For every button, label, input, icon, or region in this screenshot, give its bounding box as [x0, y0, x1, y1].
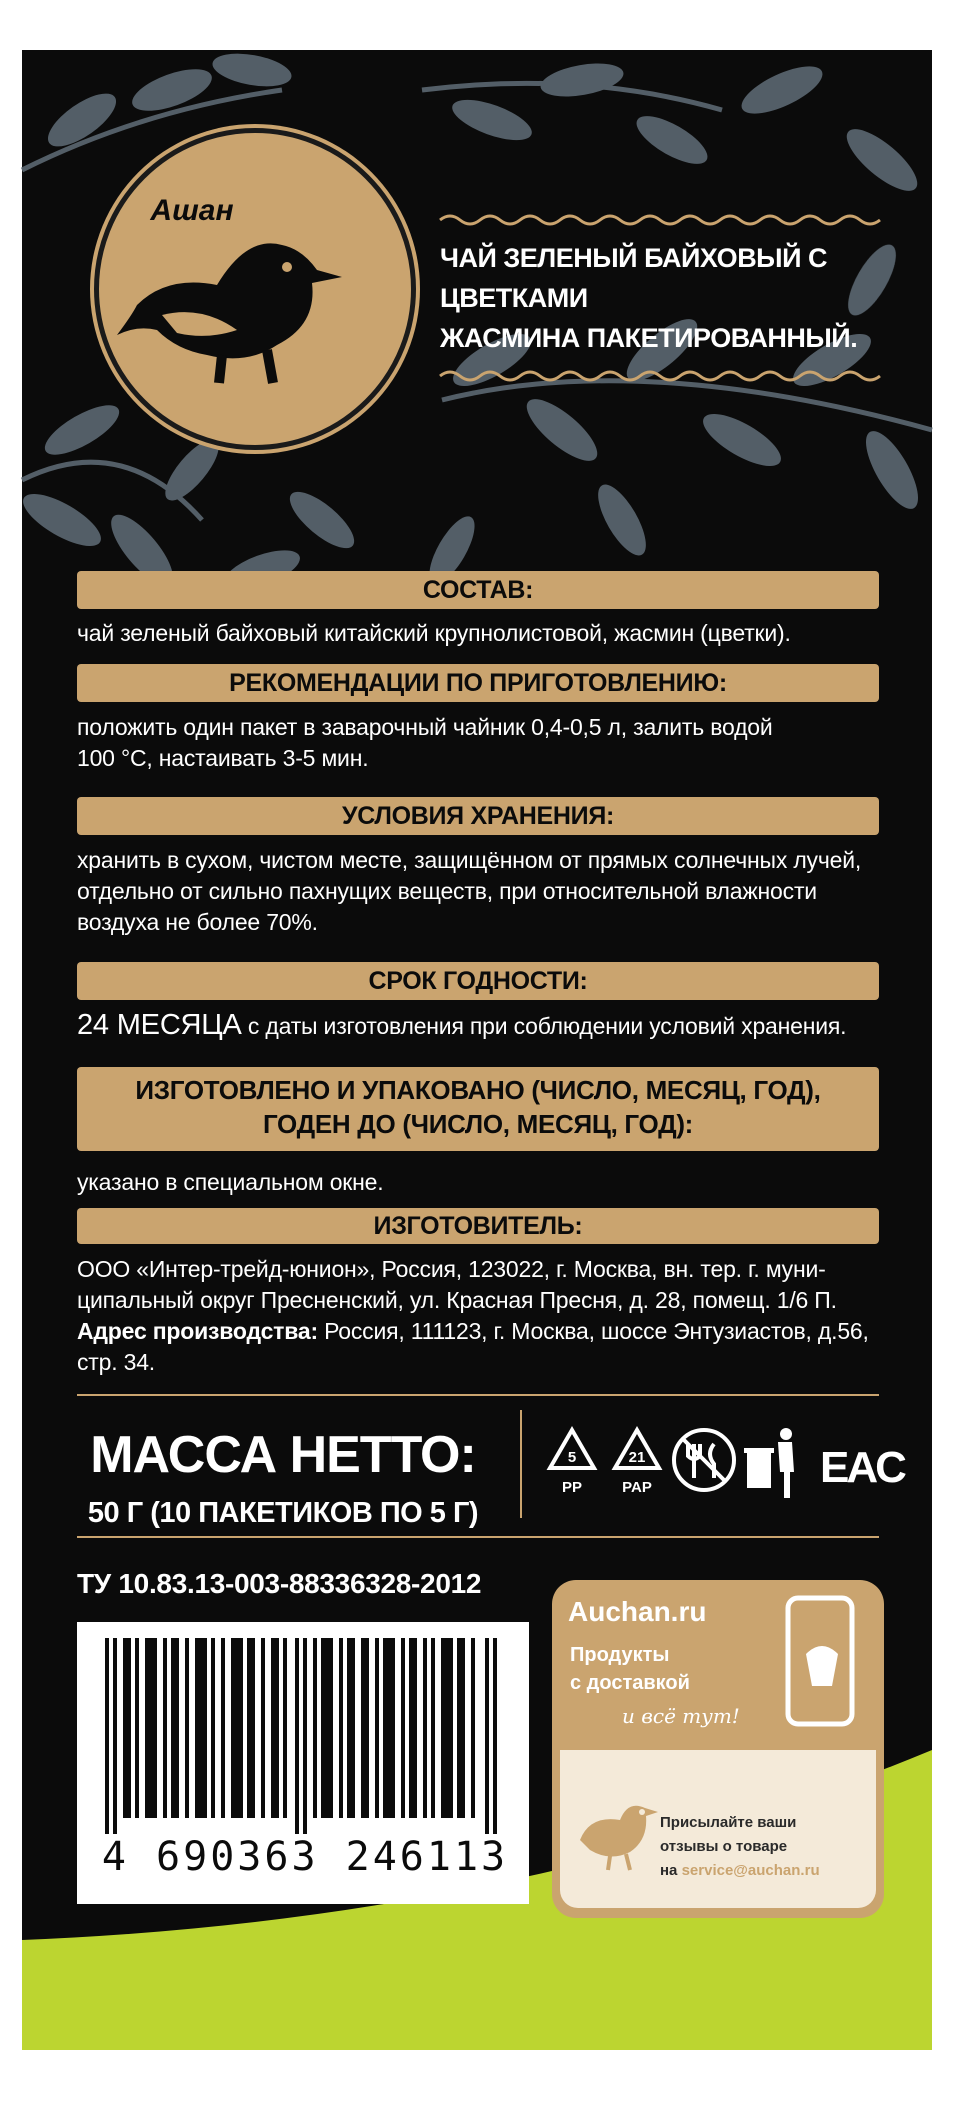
- storage-line: отдельно от сильно пахнущих веществ, при относительной влажности: [77, 878, 817, 904]
- eac-mark: EAC: [820, 1443, 904, 1492]
- dates-heading-line2: ГОДЕН ДО (ЧИСЛО, МЕСЯЦ, ГОД):: [262, 1109, 694, 1139]
- net-mass-value: 50 Г (10 ПАКЕТИКОВ ПО 5 Г): [87, 1497, 479, 1529]
- vertical-separator: [520, 1410, 522, 1518]
- manufacturer-line: ципальный округ Пресненский, ул. Красная Пресня, д. 28, помещ. 1/6 П.: [77, 1287, 837, 1313]
- shelf-life-note: с даты изготовления при соблюдении условий хранения.: [247, 1013, 847, 1039]
- product-title: [440, 238, 910, 358]
- promo-line2: с доставкой: [570, 1672, 690, 1694]
- feedback-line1: Присылайте ваши: [660, 1814, 797, 1831]
- divider-bottom: [77, 1536, 879, 1538]
- promo-site[interactable]: Auchan.ru: [568, 1596, 707, 1627]
- divider-top: [77, 1394, 879, 1396]
- preparation-line: 100 °С, настаивать 3-5 мин.: [77, 745, 369, 771]
- product-title-line1: ЧАЙ ЗЕЛЕНЫЙ БАЙХОВЫЙ С ЦВЕТКАМИ: [440, 243, 828, 313]
- wave-divider-bottom: [440, 368, 880, 384]
- product-title-line2: ЖАСМИНА ПАКЕТИРОВАННЫЙ.: [440, 323, 858, 353]
- packaging-symbols: [542, 1420, 904, 1510]
- storage-line: воздуха не более 70%.: [77, 909, 318, 935]
- promo-top: [552, 1580, 884, 1748]
- dates-text: указано в специальном окне.: [77, 1169, 384, 1195]
- feedback-email[interactable]: service@auchan.ru: [681, 1862, 820, 1879]
- manufacturer-heading: ИЗГОТОВИТЕЛЬ:: [77, 1208, 879, 1244]
- dates-heading: [77, 1067, 879, 1151]
- auchan-promo-card: [552, 1580, 884, 1918]
- barcode: [77, 1622, 529, 1904]
- feedback-panel: [560, 1750, 876, 1908]
- recycle-pap-label: PAP: [622, 1479, 652, 1496]
- food-safe-icon: [674, 1430, 734, 1490]
- feedback-line2: отзывы о товаре: [660, 1838, 788, 1855]
- wave-divider-top: [440, 212, 880, 228]
- logo-text: Ашан: [150, 194, 234, 227]
- dispose-bin-icon: [744, 1428, 794, 1498]
- storage-line: хранить в сухом, чистом месте, защищённом от прямых солнечных лучей,: [77, 847, 862, 873]
- preparation-line: положить один пакет в заварочный чайник 0,4-0,5 л, залить водой: [77, 714, 773, 740]
- preparation-heading: РЕКОМЕНДАЦИИ ПО ПРИГОТОВЛЕНИЮ:: [77, 664, 879, 702]
- bird-icon: [107, 215, 347, 385]
- phone-icon: [782, 1594, 866, 1736]
- shelf-life-heading: СРОК ГОДНОСТИ:: [77, 962, 879, 1000]
- composition-heading: СОСТАВ:: [77, 571, 879, 609]
- shelf-life-value: 24 МЕСЯЦА: [77, 1009, 242, 1041]
- net-mass-title: МАССА НЕТТО:: [90, 1426, 476, 1484]
- package-back: [22, 50, 932, 2050]
- barcode-number: 4 690363 246113: [101, 1834, 509, 1880]
- address-line: стр. 34.: [77, 1349, 155, 1375]
- bird-feedback-icon: [570, 1790, 660, 1870]
- manufacturer-line: ООО «Интер-трейд-юнион», Россия, 123022, г. Москва, вн. тер. г. муни-: [77, 1256, 826, 1282]
- promo-line1: Продукты: [570, 1644, 670, 1666]
- preparation-text: [77, 712, 897, 774]
- recycle-pp-number: 5: [567, 1449, 577, 1466]
- shelf-life-text: [77, 1010, 897, 1042]
- storage-text: [77, 845, 897, 938]
- manufacturer-text: [77, 1254, 897, 1378]
- recycle-pap-number: 21: [628, 1449, 646, 1466]
- feedback-line3: [660, 1862, 820, 1879]
- product-title-block: [440, 212, 910, 384]
- storage-heading: УСЛОВИЯ ХРАНЕНИЯ:: [77, 797, 879, 835]
- composition-text: чай зеленый байховый китайский крупнолистовой, жасмин (цветки).: [77, 620, 791, 646]
- dates-heading-line1: ИЗГОТОВЛЕНО И УПАКОВАНО (ЧИСЛО, МЕСЯЦ, ГОД),: [135, 1075, 821, 1105]
- address-label: Адрес производства:: [77, 1318, 318, 1344]
- barcode-bars: [105, 1638, 501, 1834]
- feedback-prefix: на: [660, 1862, 678, 1879]
- promo-line3: и всё тут!: [622, 1704, 740, 1728]
- tu-code: ТУ 10.83.13-003-88336328-2012: [77, 1568, 482, 1599]
- recycle-pp-label: PP: [561, 1479, 583, 1496]
- address-line: Россия, 111123, г. Москва, шоссе Энтузиастов, д.56,: [324, 1318, 869, 1344]
